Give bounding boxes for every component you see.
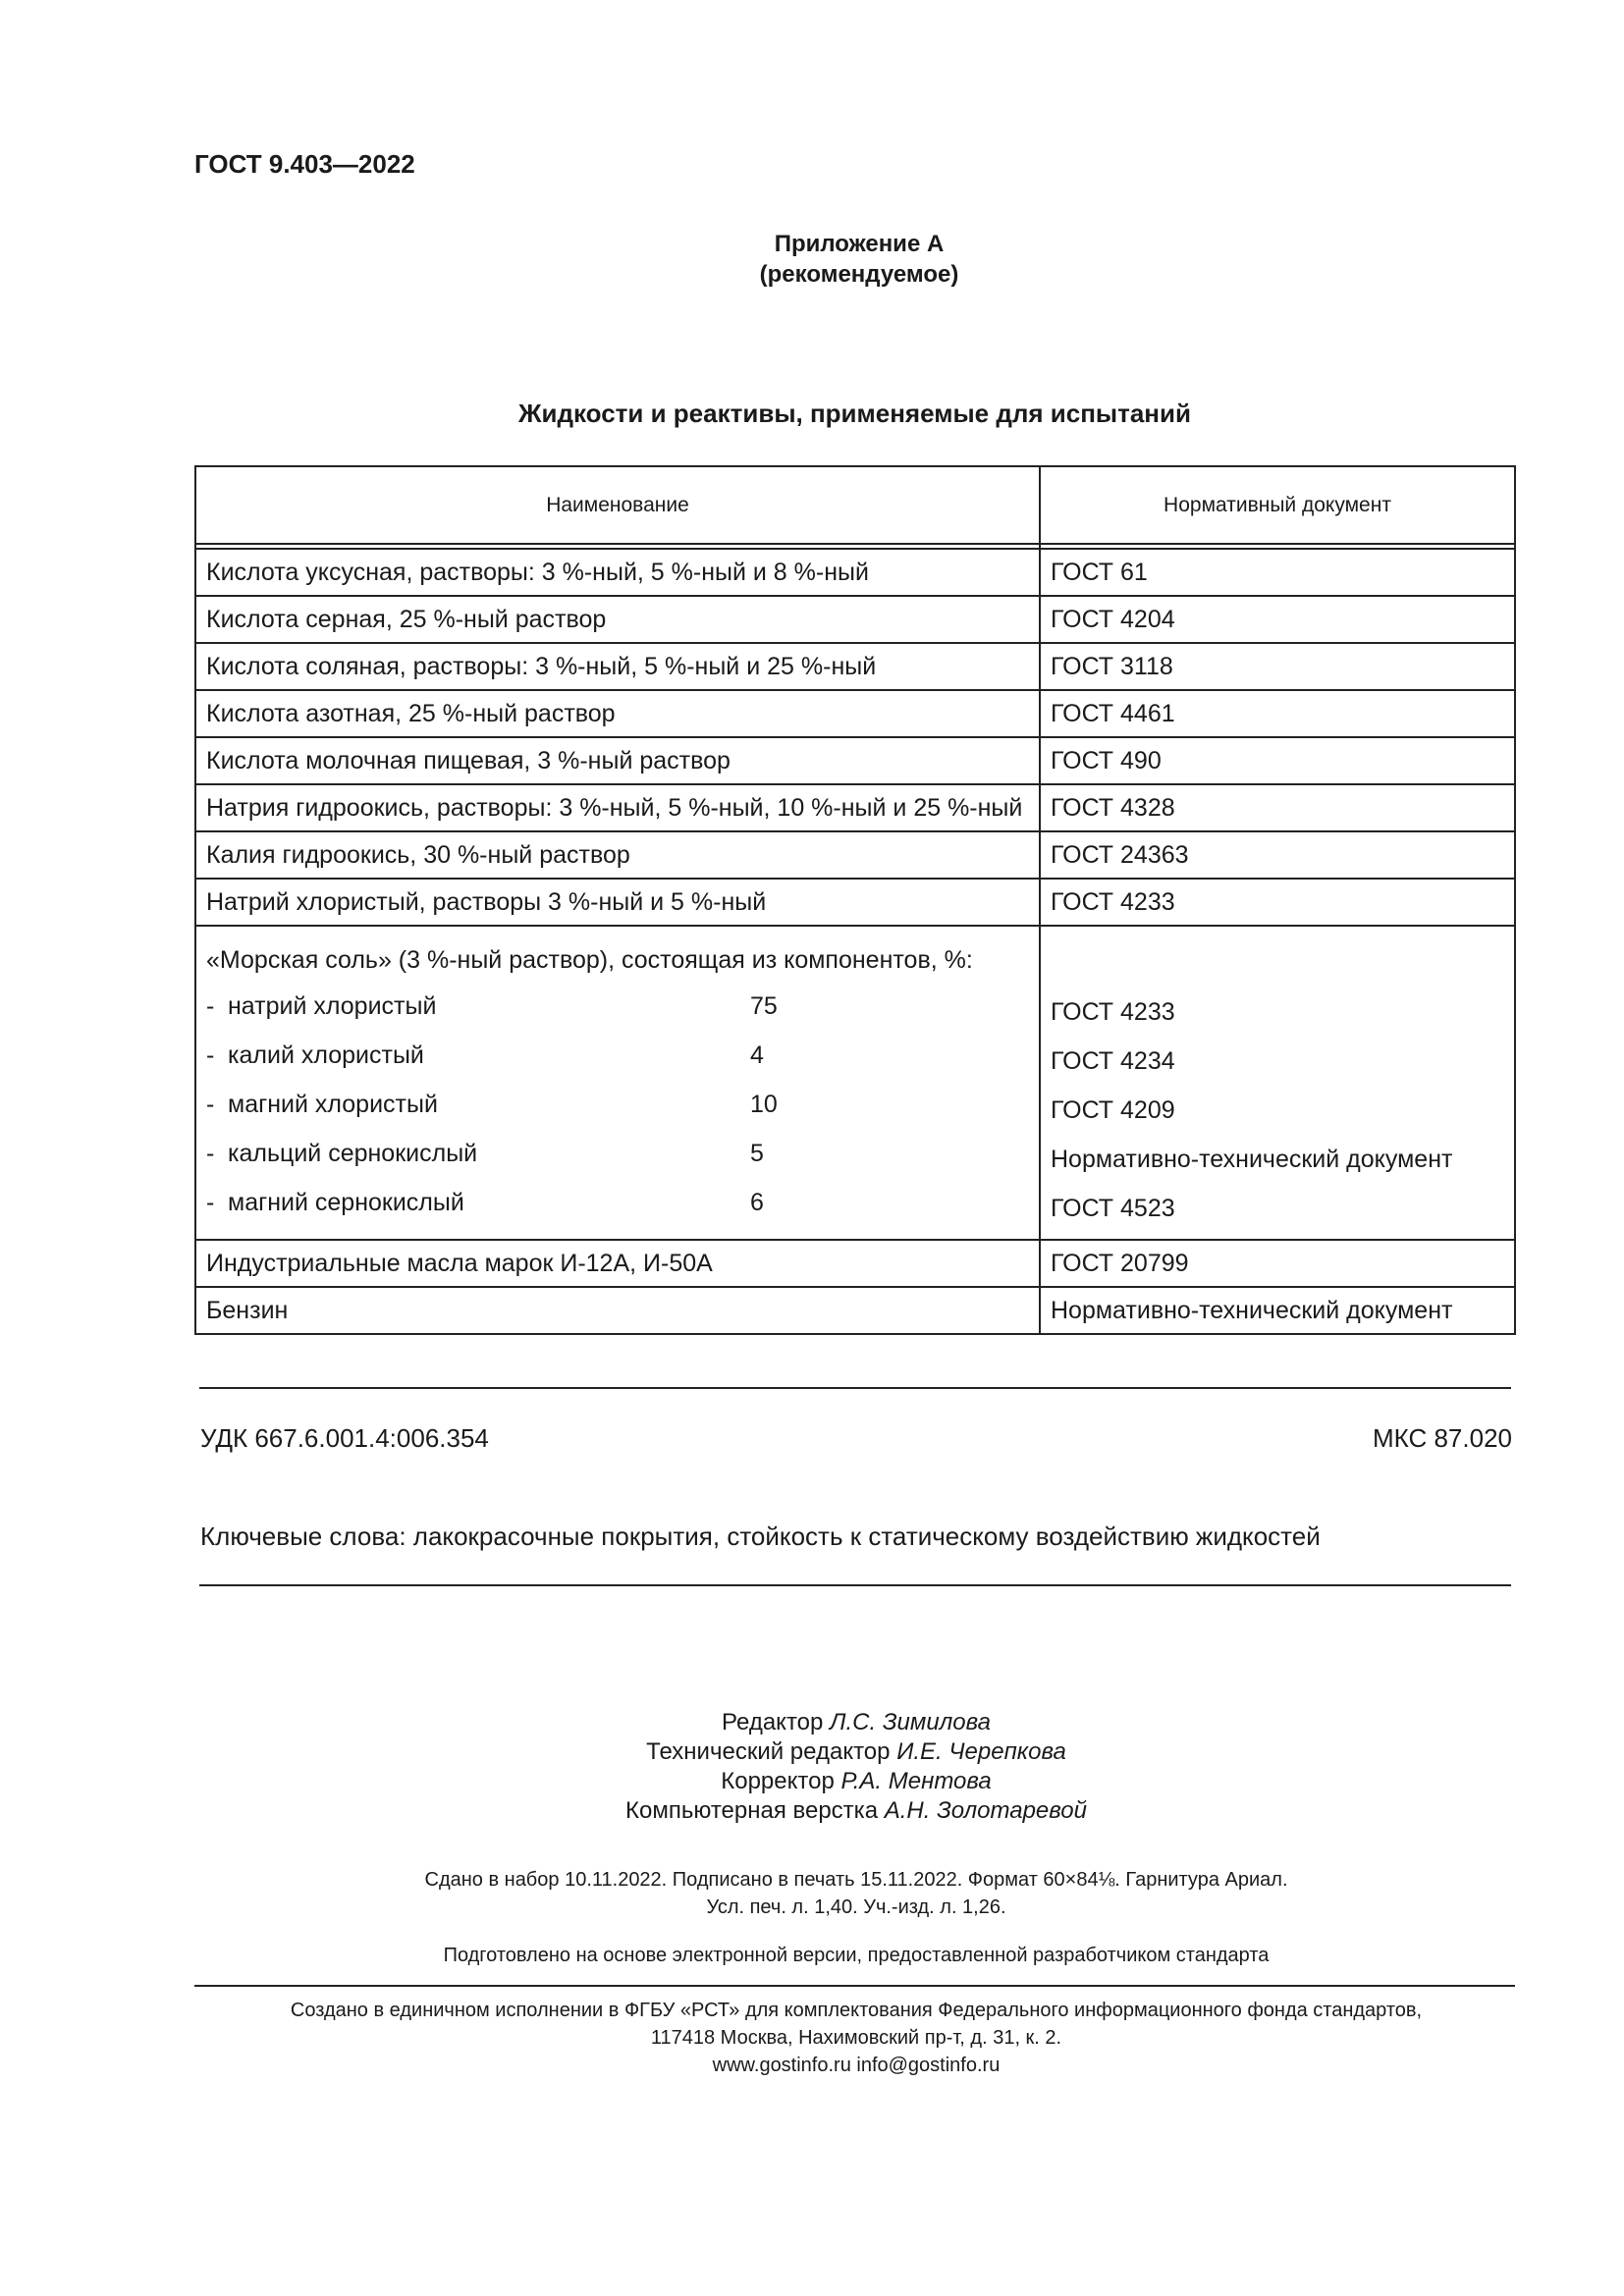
row-name: Бензин <box>195 1287 1040 1334</box>
imprint-block <box>0 1866 1624 1921</box>
publisher-address: 117418 Москва, Нахимовский пр-т, д. 31, к. 2. <box>650 2027 1062 2049</box>
prepared-note: Подготовлено на основе электронной версии, предоставленной разработчиком стандарта <box>443 1945 1270 1966</box>
table-row <box>195 690 1515 737</box>
table-row <box>195 1287 1515 1334</box>
component-name: кальций сернокислый <box>228 1139 478 1167</box>
row-doc: Нормативно-технический документ <box>1040 1287 1515 1334</box>
row-name: Кислота уксусная, растворы: 3 %-ный, 5 %-ный и 8 %-ный <box>195 549 1040 596</box>
publisher-block <box>0 1997 1624 2079</box>
component-doc: ГОСТ 4523 <box>1051 1194 1175 1222</box>
row-doc: ГОСТ 4328 <box>1040 784 1515 831</box>
credit-line <box>0 1737 1624 1767</box>
sea-salt-cell <box>195 926 1040 1240</box>
row-name: Кислота молочная пищевая, 3 %-ный раствор <box>195 737 1040 784</box>
component-name: натрий хлористый <box>228 991 437 1020</box>
liquids-table <box>194 465 1516 1335</box>
component-name: калий хлористый <box>228 1041 424 1069</box>
row-name: Кислота серная, 25 %-ный раствор <box>195 596 1040 643</box>
component-row: - калий хлористый 4 <box>206 1041 764 1069</box>
credit-role: Корректор <box>721 1768 835 1794</box>
row-doc: ГОСТ 61 <box>1040 549 1515 596</box>
row-doc: ГОСТ 3118 <box>1040 643 1515 690</box>
component-doc: ГОСТ 4234 <box>1051 1046 1175 1075</box>
component-row: - кальций сернокислый 5 <box>206 1139 764 1167</box>
component-doc: ГОСТ 4233 <box>1051 997 1175 1026</box>
row-name: Кислота азотная, 25 %-ный раствор <box>195 690 1040 737</box>
credit-line <box>0 1796 1624 1826</box>
credits <box>0 1708 1624 1826</box>
component-percent: 6 <box>750 1188 764 1216</box>
appendix-title: Приложение А <box>774 231 945 257</box>
table-row <box>195 879 1515 926</box>
component-percent: 10 <box>750 1090 778 1118</box>
mks-code: МКС 87.020 <box>1372 1423 1512 1453</box>
credit-line <box>0 1767 1624 1796</box>
component-percent: 5 <box>750 1139 764 1167</box>
divider-bottom <box>199 1584 1511 1586</box>
row-doc: ГОСТ 490 <box>1040 737 1515 784</box>
component-doc: ГОСТ 4209 <box>1051 1095 1175 1124</box>
column-header-document: Нормативный документ <box>1040 466 1515 544</box>
row-name: Калия гидроокись, 30 %-ный раствор <box>195 831 1040 879</box>
table-row <box>195 737 1515 784</box>
row-name: Натрий хлористый, растворы 3 %-ный и 5 %-ный <box>195 879 1040 926</box>
row-name: Кислота соляная, растворы: 3 %-ный, 5 %-ный и 25 %-ный <box>195 643 1040 690</box>
appendix-subtitle: (рекомендуемое) <box>759 261 959 288</box>
row-name: Натрия гидроокись, растворы: 3 %-ный, 5 %-ный, 10 %-ный и 25 %-ный <box>195 784 1040 831</box>
created-note: Создано в единичном исполнении в ФГБУ «РСТ» для комплектования Федерального информационного фонда стандартов, <box>290 2000 1423 2021</box>
imprint-line-1: Сдано в набор 10.11.2022. Подписано в печать 15.11.2022. Формат 60×84⅛. Гарнитура Ариал. <box>424 1869 1288 1891</box>
table-row <box>195 784 1515 831</box>
publisher-web: www.gostinfo.ru info@gostinfo.ru <box>712 2055 1001 2076</box>
table-row <box>195 643 1515 690</box>
credit-role: Редактор <box>722 1709 824 1735</box>
table-caption: Жидкости и реактивы, применяемые для испытаний <box>518 399 1191 428</box>
table-row <box>195 596 1515 643</box>
column-header-name: Наименование <box>195 466 1040 544</box>
table-row <box>195 1240 1515 1287</box>
component-row: - магний сернокислый 6 <box>206 1188 764 1216</box>
row-doc: ГОСТ 20799 <box>1040 1240 1515 1287</box>
table-row <box>195 831 1515 879</box>
credit-role: Компьютерная верстка <box>625 1797 879 1824</box>
imprint-line-2: Усл. печ. л. 1,40. Уч.-изд. л. 1,26. <box>706 1896 1006 1918</box>
credit-person: А.Н. Золотаревой <box>884 1797 1087 1824</box>
component-percent: 75 <box>750 991 778 1020</box>
component-percent: 4 <box>750 1041 764 1069</box>
sea-salt-row <box>195 926 1515 1240</box>
credit-role: Технический редактор <box>646 1738 891 1765</box>
row-doc: ГОСТ 4204 <box>1040 596 1515 643</box>
document-code: ГОСТ 9.403—2022 <box>194 149 415 179</box>
keywords: Ключевые слова: лакокрасочные покрытия, стойкость к статическому воздействию жидкостей <box>200 1522 1321 1551</box>
component-name: магний хлористый <box>228 1090 438 1118</box>
component-name: магний сернокислый <box>228 1188 464 1216</box>
row-doc: ГОСТ 4233 <box>1040 879 1515 926</box>
footer-divider <box>194 1985 1515 1987</box>
credit-person: Р.А. Ментова <box>840 1768 992 1794</box>
row-doc: ГОСТ 4461 <box>1040 690 1515 737</box>
row-name: Индустриальные масла марок И-12А, И-50А <box>195 1240 1040 1287</box>
row-doc: ГОСТ 24363 <box>1040 831 1515 879</box>
table-row <box>195 549 1515 596</box>
appendix-heading <box>0 229 1624 290</box>
divider-top <box>199 1387 1511 1389</box>
credit-line <box>0 1708 1624 1737</box>
sea-salt-docs <box>1040 926 1515 1240</box>
sea-salt-title: «Морская соль» (3 %-ный раствор), состоящая из компонентов, %: <box>206 945 973 974</box>
credit-person: И.Е. Черепкова <box>896 1738 1066 1765</box>
component-row: - натрий хлористый 75 <box>206 991 778 1020</box>
component-row: - магний хлористый 10 <box>206 1090 778 1118</box>
component-doc: Нормативно-технический документ <box>1051 1145 1453 1173</box>
udk-code: УДК 667.6.001.4:006.354 <box>200 1423 489 1453</box>
credit-person: Л.С. Зимилова <box>830 1709 991 1735</box>
